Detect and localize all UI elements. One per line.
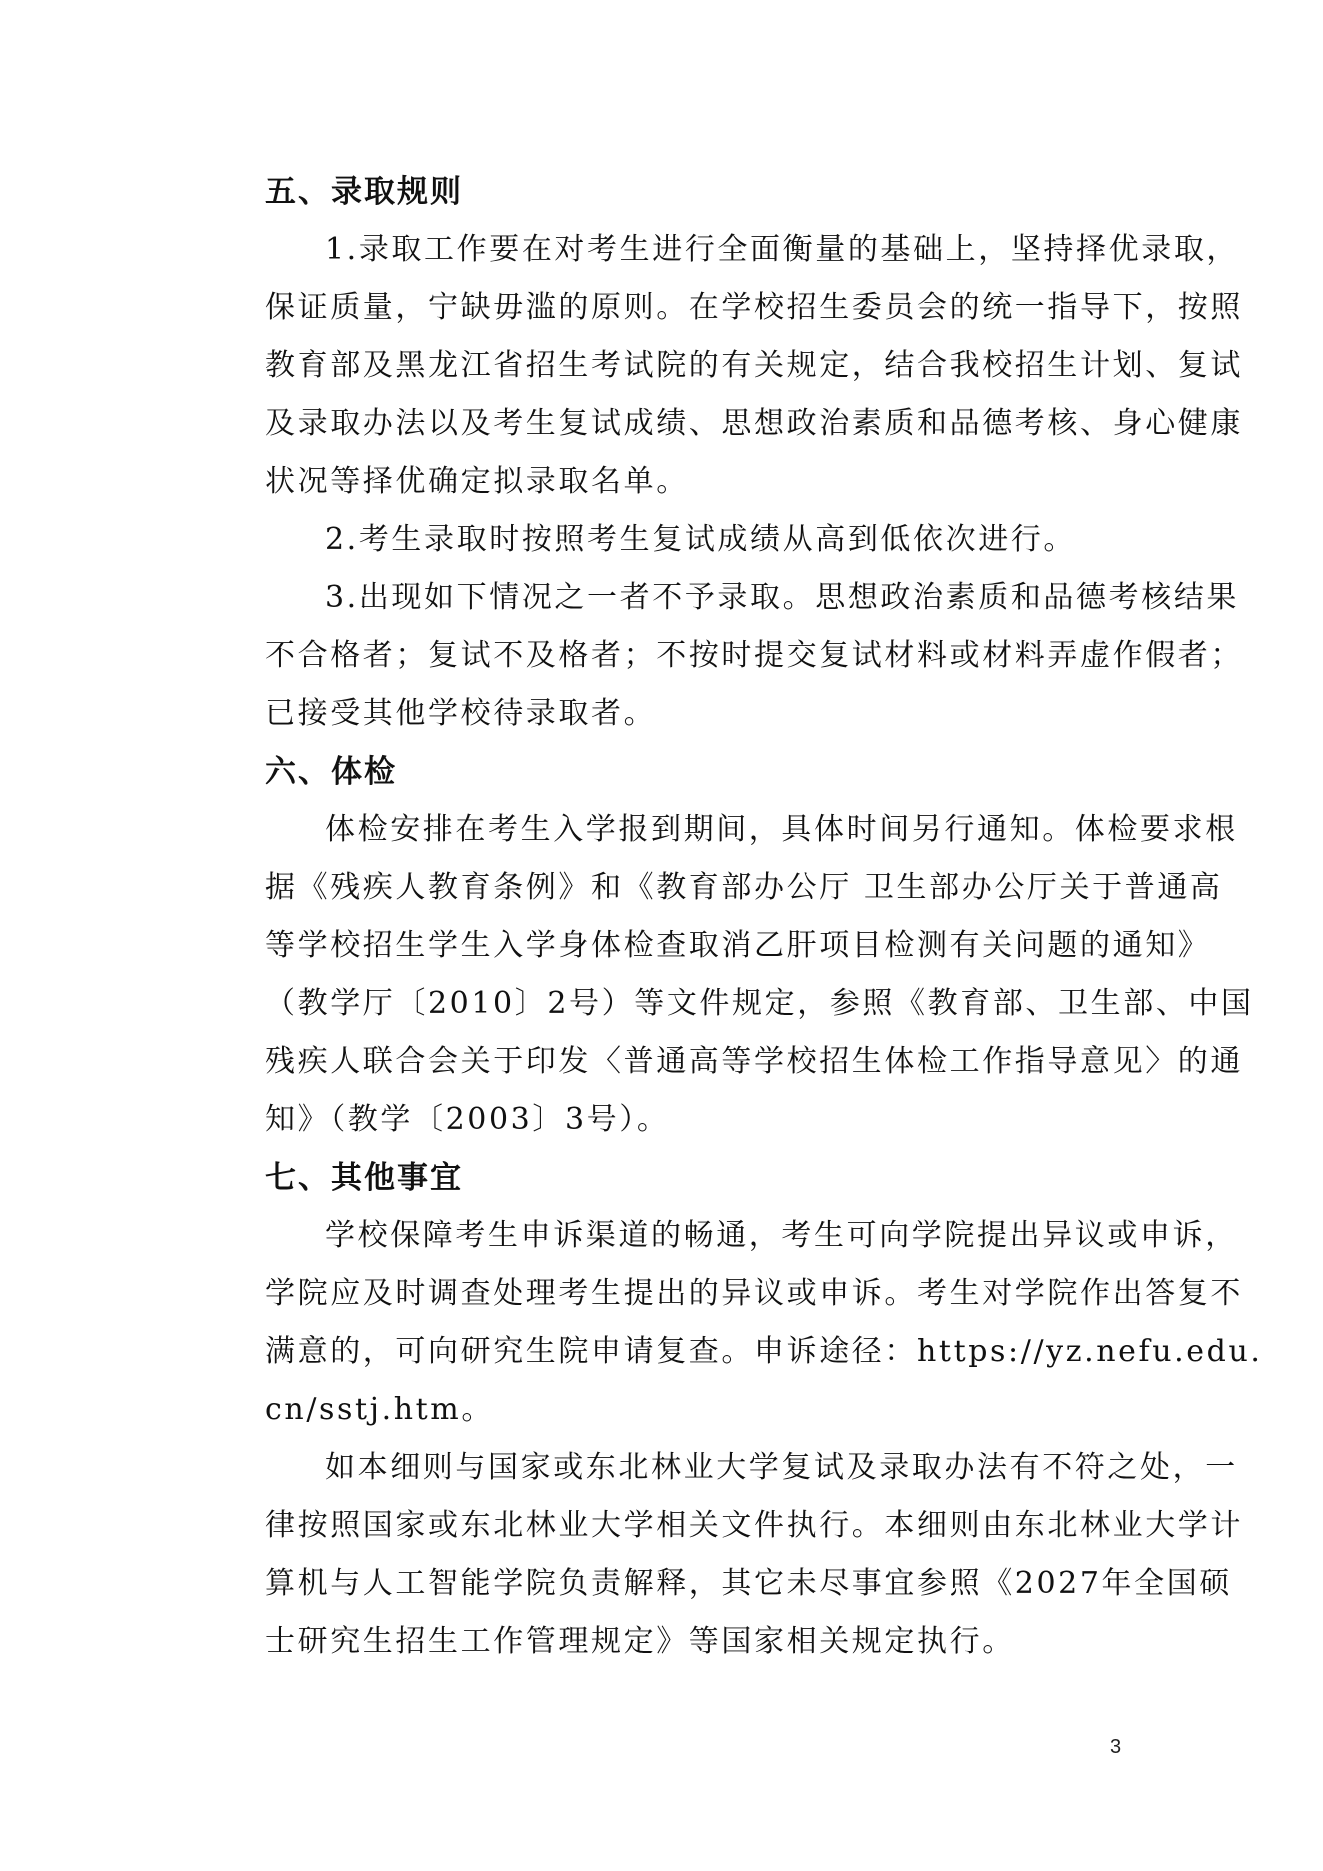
paragraph-admission-rule-3 bbox=[205, 569, 1243, 743]
text-line: 等学校招生学生入学身体检查取消乙肝项目检测有关问题的通知》 bbox=[265, 928, 1211, 963]
text-line: 1.录取工作要在对考生进行全面衡量的基础上，坚持择优录取， bbox=[325, 232, 1240, 267]
text-line: 保证质量，宁缺毋滥的原则。在学校招生委员会的统一指导下，按照 bbox=[265, 290, 1243, 325]
section-heading-physical-exam: 六、体检 bbox=[265, 754, 397, 790]
text-line: cn/sstj.htm。 bbox=[265, 1392, 494, 1427]
text-line: 士研究生招生工作管理规定》等国家相关规定执行。 bbox=[265, 1624, 1015, 1659]
text-line: 2.考生录取时按照考生复试成绩从高到低依次进行。 bbox=[325, 522, 1077, 557]
text-line: 算机与人工智能学院负责解释，其它未尽事宜参照《2027年全国硕 bbox=[265, 1566, 1232, 1601]
text-line: 状况等择优确定拟录取名单。 bbox=[265, 464, 689, 499]
text-line: 学院应及时调查处理考生提出的异议或申诉。考生对学院作出答复不 bbox=[265, 1276, 1243, 1311]
text-line: 教育部及黑龙江省招生考试院的有关规定，结合我校招生计划、复试 bbox=[265, 348, 1243, 383]
text-line: 3.出现如下情况之一者不予录取。思想政治素质和品德考核结果 bbox=[325, 580, 1240, 615]
text-line: 如本细则与国家或东北林业大学复试及录取办法有不符之处，一 bbox=[325, 1450, 1238, 1485]
text-line: 及录取办法以及考生复试成绩、思想政治素质和品德考核、身心健康 bbox=[265, 406, 1243, 441]
paragraph-appeal-channel bbox=[205, 1207, 1263, 1439]
text-line: 满意的，可向研究生院申请复查。申诉途径：https://yz.nefu.edu. bbox=[265, 1334, 1263, 1369]
paragraph-physical-exam bbox=[205, 801, 1254, 1149]
paragraph-admission-rule-2 bbox=[205, 511, 1125, 569]
section-heading-other-matters: 七、其他事宜 bbox=[265, 1160, 463, 1196]
page-number: 3 bbox=[1110, 1736, 1122, 1758]
section-heading-admission-rules: 五、录取规则 bbox=[265, 174, 463, 210]
text-line: 律按照国家或东北林业大学相关文件执行。本细则由东北林业大学计 bbox=[265, 1508, 1243, 1543]
text-line: （教学厅〔2010〕2号）等文件规定，参照《教育部、卫生部、中国 bbox=[265, 986, 1254, 1021]
text-line: 不合格者；复试不及格者；不按时提交复试材料或材料弄虚作假者； bbox=[265, 638, 1243, 673]
text-line: 据《残疾人教育条例》和《教育部办公厅 卫生部办公厅关于普通高 bbox=[265, 870, 1223, 905]
text-line: 残疾人联合会关于印发〈普通高等学校招生体检工作指导意见〉的通 bbox=[265, 1044, 1243, 1079]
document-body bbox=[205, 163, 1263, 1671]
text-line: 学校保障考生申诉渠道的畅通，考生可向学院提出异议或申诉， bbox=[325, 1218, 1238, 1253]
paragraph-interpretation bbox=[205, 1439, 1243, 1671]
paragraph-admission-rule-1 bbox=[205, 221, 1243, 511]
text-line: 知》（教学〔2003〕3号）。 bbox=[265, 1102, 670, 1137]
text-line: 体检安排在考生入学报到期间，具体时间另行通知。体检要求根 bbox=[325, 812, 1238, 847]
text-line: 已接受其他学校待录取者。 bbox=[265, 696, 657, 731]
